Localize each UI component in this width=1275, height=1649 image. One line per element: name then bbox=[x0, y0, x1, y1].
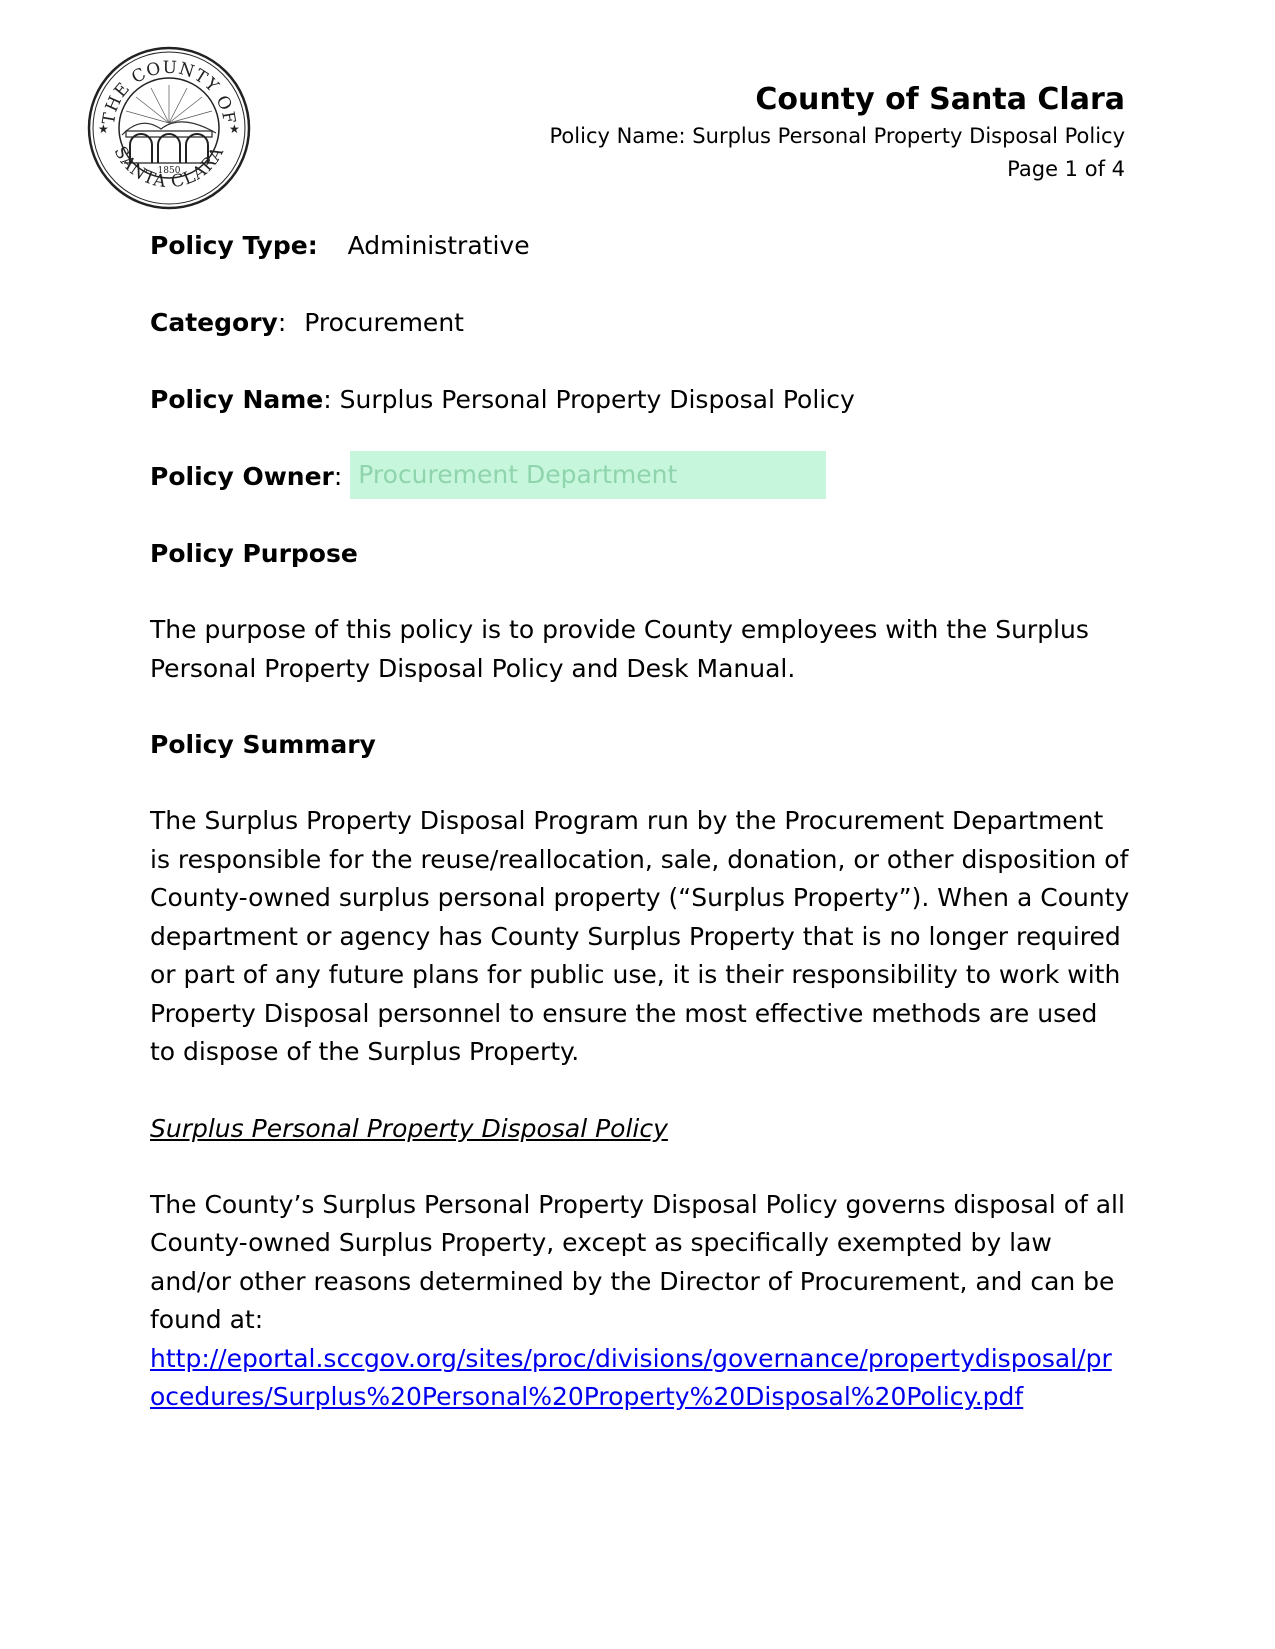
disposal-policy-link[interactable]: http://eportal.sccgov.org/sites/proc/divisions/governance/propertydisposal/procedures/Surplus%20Personal%20Property%20Disposal%20Policy.pdf bbox=[150, 1343, 1112, 1411]
disposal-policy-text: The County’s Surplus Personal Property Disposal Policy governs disposal of all County-owned Surplus Property, except as specifically exempted by law and/or other reasons determined by the Director of Procurement, and can be found at: bbox=[150, 1189, 1125, 1334]
policy-owner-row bbox=[150, 457, 1130, 497]
county-seal-logo bbox=[86, 45, 252, 211]
organization-name: County of Santa Clara bbox=[755, 82, 1125, 117]
document-header bbox=[425, 80, 1125, 186]
summary-text: The Surplus Property Disposal Program run by the Procurement Department is responsible for the reuse/reallocation, sale, donation, or other disposition of County-owned surplus personal property (“Surplus Property”). When a County department or agency has County Surplus Property that is no longer required or part of any future plans for public use, it is their responsibility to work with Property Disposal personnel to ensure the most effective methods are used to dispose of the Surplus Property. bbox=[150, 806, 1130, 1066]
summary-heading: Policy Summary bbox=[150, 730, 376, 759]
svg-text:★: ★ bbox=[229, 122, 240, 136]
seal-top-text: THE COUNTY OF bbox=[98, 57, 240, 126]
category-value: Procurement bbox=[304, 308, 464, 337]
policy-name-value: Surplus Personal Property Disposal Policy bbox=[339, 385, 855, 414]
policy-type-value: Administrative bbox=[347, 231, 530, 260]
policy-owner-separator: : bbox=[333, 462, 343, 491]
category-row bbox=[150, 303, 1130, 343]
seal-year: 1850 bbox=[157, 166, 181, 176]
policy-name-label: Policy Name bbox=[150, 385, 324, 414]
page-indicator: Page 1 of 4 bbox=[1007, 157, 1125, 181]
policy-owner-value-field[interactable]: Procurement Department bbox=[350, 451, 826, 499]
header-policy-name: Policy Name: Surplus Personal Property Disposal Policy bbox=[549, 124, 1125, 148]
purpose-text: The purpose of this policy is to provide County employees with the Surplus Personal Property Disposal Policy and Desk Manual. bbox=[150, 615, 1089, 683]
policy-type-label: Policy Type: bbox=[150, 231, 318, 260]
policy-name-row bbox=[150, 380, 1130, 420]
disposal-policy-subheading: Surplus Personal Property Disposal Policy bbox=[150, 1113, 668, 1143]
category-label: Category bbox=[150, 308, 278, 337]
category-separator: : bbox=[277, 308, 287, 337]
policy-type-row bbox=[150, 226, 1130, 266]
seal-bottom-text: SANTA CLARA bbox=[109, 143, 229, 193]
svg-text:★: ★ bbox=[98, 122, 109, 136]
document-body bbox=[150, 226, 1130, 1417]
policy-owner-label: Policy Owner bbox=[150, 462, 334, 491]
purpose-heading: Policy Purpose bbox=[150, 539, 358, 568]
policy-name-separator: : bbox=[323, 385, 332, 414]
